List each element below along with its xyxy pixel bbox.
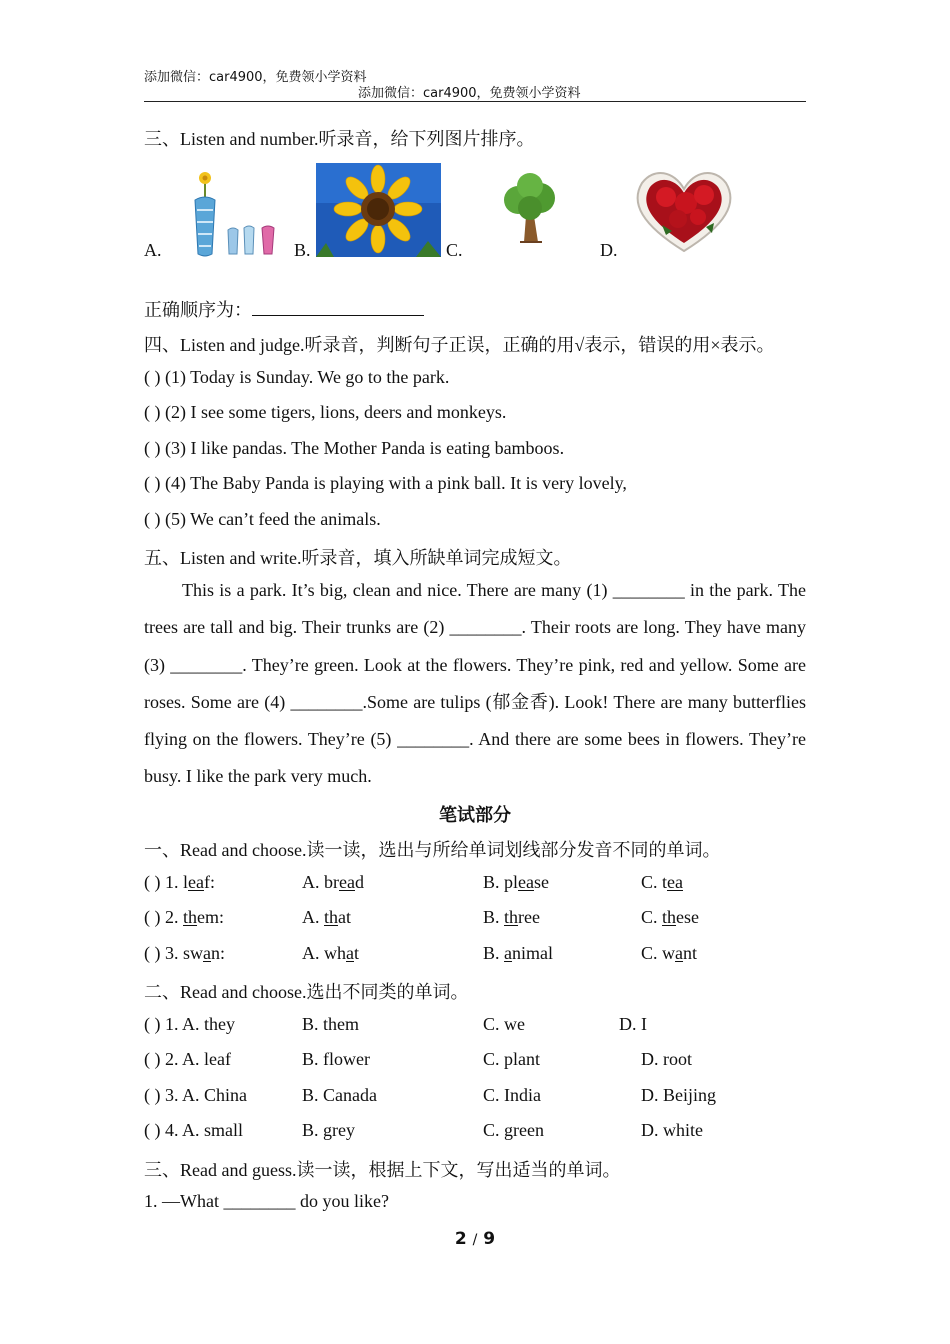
odd-option-d: D. white	[641, 1120, 703, 1140]
picture-label-b: B.	[294, 240, 311, 260]
order-label: 正确顺序为：	[144, 300, 252, 320]
phonics-option-c: C. these	[641, 907, 700, 927]
header-rule	[144, 101, 806, 102]
odd-question: ( ) 3. A. China	[144, 1085, 247, 1105]
vases-icon	[180, 170, 280, 258]
phonics-option-b: B. animal	[483, 943, 554, 963]
odd-option-b: B. them	[302, 1014, 359, 1034]
judge-item: ( ) (5) We can’t feed the animals.	[144, 509, 381, 529]
odd-question: ( ) 2. A. leaf	[144, 1049, 231, 1069]
page-total: 9	[483, 1229, 496, 1249]
judge-item: ( ) (2) I see some tigers, lions, deers and monkeys.	[144, 402, 507, 422]
section-read-guess-title: 三、Read and guess.读一读，根据上下文，写出适当的单词。	[144, 1160, 621, 1180]
written-part-title: 笔试部分	[439, 805, 511, 825]
odd-question: ( ) 4. A. small	[144, 1120, 243, 1140]
odd-option-c: C. we	[483, 1014, 525, 1034]
order-answer-blank[interactable]	[252, 301, 424, 316]
phonics-question: ( ) 3. swan:	[144, 943, 226, 963]
cloze-passage: This is a park. It’s big, clean and nice. There are many (1) ________ in the park. The trees are tall and big. Their trunks are (2) ________. Their roots are long. They have many (3) ________. They’re green. Look at the flowers. They’re pink, red and yellow. Some are roses. Some are (4) ________.Some are tulips (郁金香). Look! There are many butterflies flying on the flowers. They’re (5) ________. And there are some bees in flowers. They’re busy. I like the park very much.	[144, 580, 806, 787]
section-listen-write-title: 五、Listen and write.听录音，填入所缺单词完成短文。	[144, 548, 572, 568]
header-watermark-2: 添加微信：car4900，免费领小学资料	[358, 86, 581, 101]
phonics-question: ( ) 1. leaf:	[144, 872, 215, 892]
judge-item: ( ) (4) The Baby Panda is playing with a pink ball. It is very lovely,	[144, 473, 627, 493]
odd-question: ( ) 1. A. they	[144, 1014, 235, 1034]
odd-option-b: B. grey	[302, 1120, 355, 1140]
tree-icon	[496, 172, 566, 244]
header-watermark-1: 添加微信：car4900，免费领小学资料	[144, 70, 367, 85]
phonics-option-b: B. three	[483, 907, 541, 927]
rose-heart-photo	[622, 163, 747, 258]
odd-option-d: D. Beijing	[641, 1085, 716, 1105]
phonics-option-a: A. what	[302, 943, 360, 963]
picture-label-c: C.	[446, 240, 463, 260]
guess-item: 1. —What ________ do you like?	[144, 1191, 389, 1211]
phonics-option-a: A. that	[302, 907, 352, 927]
odd-option-c: C. India	[483, 1085, 541, 1105]
section-phonics-title: 一、Read and choose.读一读，选出与所给单词划线部分发音不同的单词。	[144, 840, 721, 860]
picture-label-a: A.	[144, 240, 162, 260]
page-number	[0, 1229, 950, 1249]
phonics-option-b: B. please	[483, 872, 549, 892]
odd-option-c: C. plant	[483, 1049, 540, 1069]
order-answer-line	[144, 296, 424, 322]
section-listen-number-title: 三、Listen and number.听录音，给下列图片排序。	[144, 129, 535, 149]
odd-option-c: C. green	[483, 1120, 544, 1140]
odd-option-d: D. root	[641, 1049, 692, 1069]
picture-label-d: D.	[600, 240, 618, 260]
odd-option-b: B. Canada	[302, 1085, 377, 1105]
phonics-question: ( ) 2. them:	[144, 907, 225, 927]
odd-option-d: D. I	[619, 1014, 647, 1034]
judge-item: ( ) (3) I like pandas. The Mother Panda is eating bamboos.	[144, 438, 565, 458]
section-odd-one-out-title: 二、Read and choose.选出不同类的单词。	[144, 982, 469, 1002]
page-current: 2	[454, 1229, 467, 1249]
judge-item: ( ) (1) Today is Sunday. We go to the park.	[144, 367, 450, 387]
phonics-option-c: C. want	[641, 943, 698, 963]
sunflower-photo	[316, 163, 441, 257]
phonics-option-a: A. bread	[302, 872, 364, 892]
page-separator: /	[472, 1232, 478, 1248]
phonics-option-c: C. tea	[641, 872, 683, 892]
odd-option-b: B. flower	[302, 1049, 370, 1069]
section-listen-judge-title: 四、Listen and judge.听录音，判断句子正误，正确的用√表示，错误的用×表示。	[144, 335, 775, 355]
